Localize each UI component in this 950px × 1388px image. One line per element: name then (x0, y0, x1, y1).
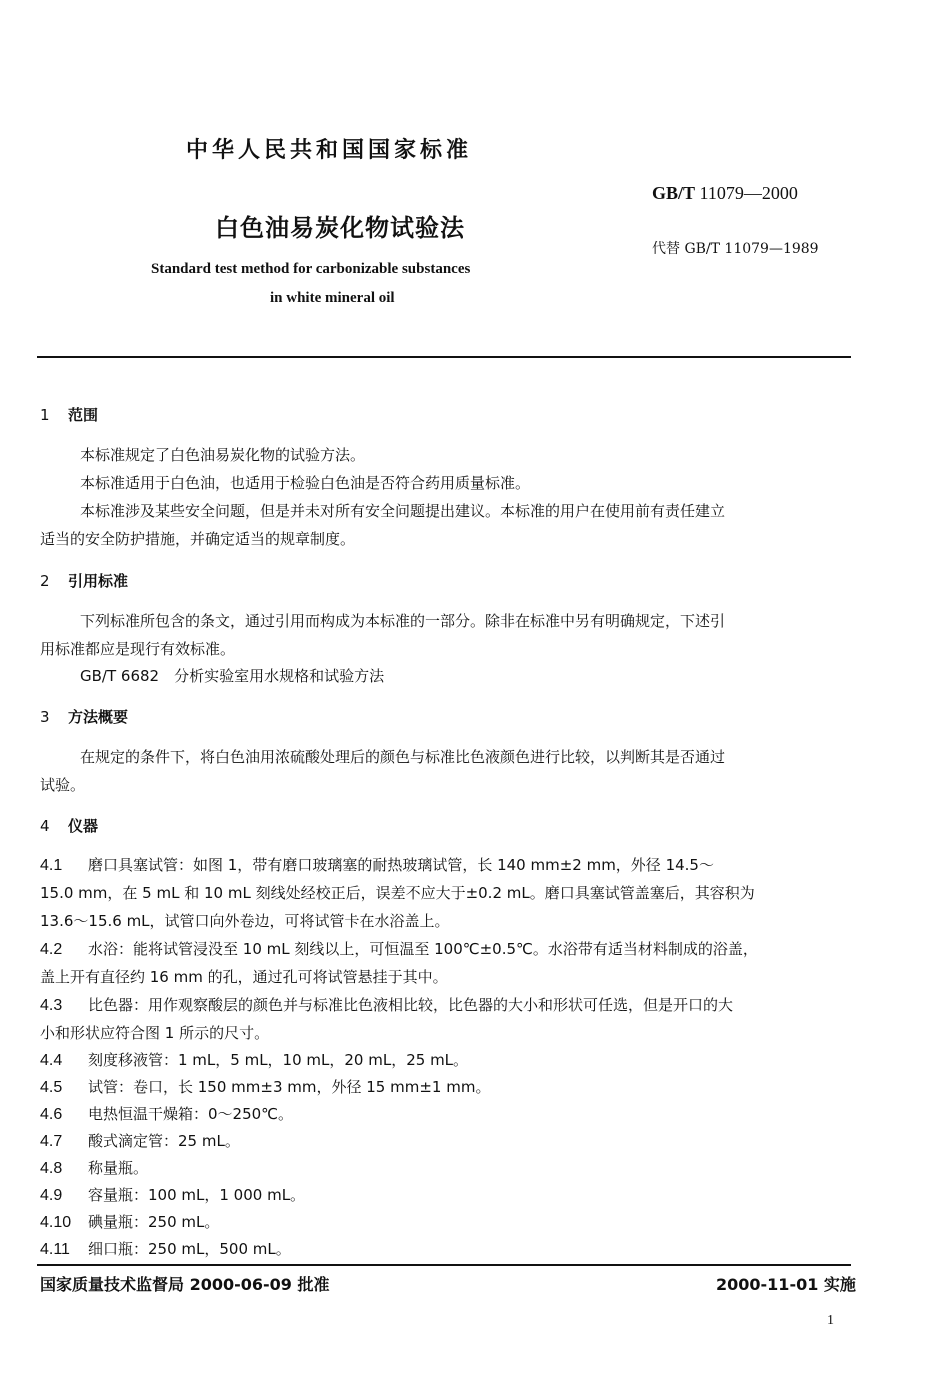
apparatus-item (40, 1130, 240, 1151)
paragraph: 试验。 (40, 776, 86, 794)
approval-date: 国家质量技术监督局 2000-06-09 批准 (40, 1275, 330, 1294)
apparatus-item (40, 854, 714, 875)
section-title: 范围 (68, 406, 99, 424)
title-english-line2: in white mineral oil (270, 290, 395, 306)
item-number: 4.9 (40, 1187, 63, 1204)
apparatus-item (40, 938, 758, 959)
footer-divider (37, 1264, 851, 1266)
section-3-heading (40, 706, 128, 727)
paragraph: 用标准都应是现行有效标准。 (40, 640, 236, 658)
item-number: 4.7 (40, 1133, 63, 1150)
paragraph: 本标准适用于白色油，也适用于检验白色油是否符合药用质量标准。 (80, 474, 531, 492)
paragraph: 盖上开有直径约 16 mm 的孔，通过孔可将试管悬挂于其中。 (40, 968, 448, 986)
section-number: 2 (40, 572, 50, 590)
apparatus-item (40, 1184, 305, 1205)
apparatus-item (40, 994, 733, 1015)
section-title: 仪器 (68, 817, 99, 835)
paragraph: 在规定的条件下，将白色油用浓硫酸处理后的颜色与标准比色液颜色进行比较，以判断其是否通过 (80, 748, 726, 766)
section-number: 3 (40, 708, 50, 726)
item-text: 酸式滴定管：25 mL。 (88, 1132, 240, 1150)
standard-code: 11079—2000 (699, 183, 798, 203)
item-number: 4.10 (40, 1214, 72, 1231)
section-number: 1 (40, 406, 50, 424)
apparatus-item (40, 1103, 293, 1124)
item-text: 碘量瓶：250 mL。 (88, 1213, 220, 1231)
section-title: 引用标准 (68, 572, 129, 590)
item-number: 4.6 (40, 1106, 63, 1123)
apparatus-item (40, 1049, 468, 1070)
paragraph: 13.6～15.6 mL，试管口向外卷边，可将试管卡在水浴盖上。 (40, 912, 450, 930)
section-number: 4 (40, 817, 50, 835)
item-number: 4.4 (40, 1052, 63, 1069)
section-title: 方法概要 (68, 708, 129, 726)
item-text: 电热恒温干燥箱：0～250℃。 (88, 1105, 294, 1123)
apparatus-item (40, 1238, 291, 1259)
paragraph: 适当的安全防护措施，并确定适当的规章制度。 (40, 530, 356, 548)
item-text: 试管：卷口，长 150 mm±3 mm，外径 15 mm±1 mm。 (88, 1078, 491, 1096)
apparatus-item (40, 1211, 219, 1232)
title-chinese: 白色油易炭化物试验法 (215, 214, 465, 242)
paragraph: 15.0 mm，在 5 mL 和 10 mL 刻线处经校正后，误差不应大于±0.2 mL。磨口具塞试管盖塞后，其容积为 (40, 884, 755, 902)
paragraph: 小和形状应符合图 1 所示的尺寸。 (40, 1024, 270, 1042)
reference-item: GB/T 6682 分析实验室用水规格和试验方法 (80, 667, 385, 685)
header-divider (37, 356, 851, 358)
item-text: 容量瓶：100 mL，1 000 mL。 (88, 1186, 306, 1204)
section-2-heading (40, 570, 128, 591)
item-number: 4.11 (40, 1241, 70, 1258)
apparatus-item (40, 1157, 148, 1178)
item-text: 水浴：能将试管浸没至 10 mL 刻线以上，可恒温至 100℃±0.5℃。水浴带有适当材料制成的浴盖， (88, 940, 758, 958)
item-number: 4.3 (40, 997, 63, 1014)
item-number: 4.2 (40, 941, 63, 958)
standard-number (652, 183, 798, 204)
paragraph: 下列标准所包含的条文，通过引用而构成为本标准的一部分。除非在标准中另有明确规定，下述引 (80, 612, 726, 630)
paragraph: 本标准规定了白色油易炭化物的试验方法。 (80, 446, 366, 464)
effective-date: 2000-11-01 实施 (716, 1275, 856, 1294)
item-number: 4.5 (40, 1079, 63, 1096)
section-4-heading (40, 815, 98, 836)
item-text: 磨口具塞试管：如图 1，带有磨口玻璃塞的耐热玻璃试管，长 140 mm±2 mm，外径 14.5～ (88, 856, 714, 874)
page-number: 1 (827, 1313, 834, 1328)
country-standard-heading: 中华人民共和国国家标准 (186, 138, 473, 163)
replaces-standard: 代替 GB/T 11079—1989 (652, 241, 819, 257)
item-text: 刻度移液管：1 mL，5 mL，10 mL，20 mL，25 mL。 (88, 1051, 469, 1069)
item-text: 称量瓶。 (88, 1159, 149, 1177)
item-number: 4.1 (40, 857, 63, 874)
standard-prefix: GB/T (652, 183, 696, 203)
apparatus-item (40, 1076, 490, 1097)
paragraph: 本标准涉及某些安全问题，但是并未对所有安全问题提出建议。本标准的用户在使用前有责任建立 (80, 502, 726, 520)
item-number: 4.8 (40, 1160, 63, 1177)
item-text: 比色器：用作观察酸层的颜色并与标准比色液相比较，比色器的大小和形状可任选，但是开口的大 (88, 996, 734, 1014)
item-text: 细口瓶：250 mL，500 mL。 (88, 1240, 291, 1258)
section-1-heading (40, 404, 98, 425)
title-english-line1: Standard test method for carbonizable substances (151, 261, 471, 277)
